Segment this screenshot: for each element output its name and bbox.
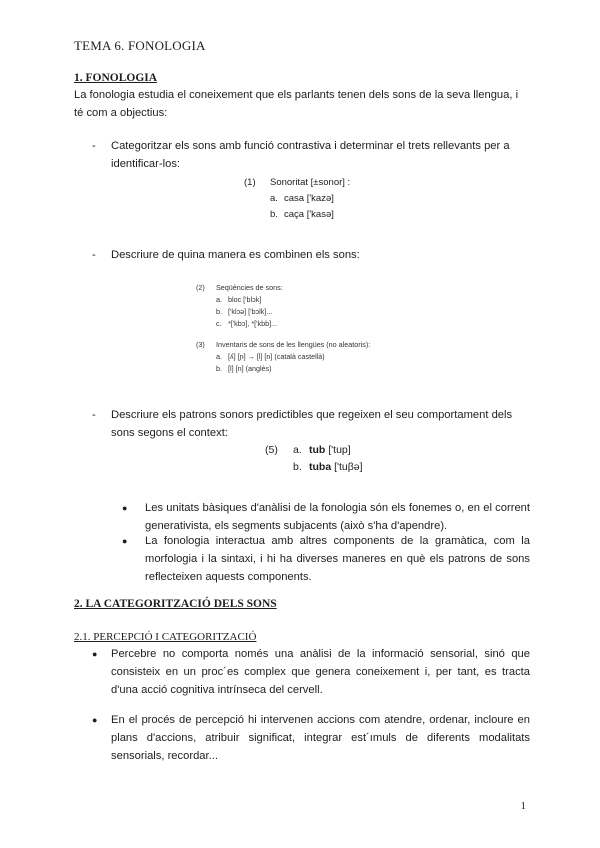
objective-1 (92, 137, 530, 173)
example-2-3 (196, 282, 370, 375)
bullet-icon: ● (92, 715, 98, 725)
example-item: *['kbɔ], *['kbb]... (228, 319, 278, 328)
example-transcription: ['tup] (325, 444, 351, 456)
bullet-text: La fonologia interactua amb altres components de la gramàtica, com la morfologia i la sintaxi, i hi ha diverses maneres en què els patrons de sons reflecteixen aquests components. (145, 535, 530, 583)
page-number: 1 (520, 800, 526, 812)
example-letter: a. (270, 193, 278, 204)
example-1 (244, 175, 350, 223)
example-letter: a. (216, 352, 222, 361)
dash-marker: - (92, 409, 96, 421)
example-number: (1) (244, 177, 256, 188)
bullet-text: Percebre no comporta només una anàlisi de la informació sensorial, sinó que consisteix en un proc´es complex que genera coneixement i, per tant, es tracta d'una acció cognitiva intrínseca del cervell. (111, 648, 530, 696)
bullet-fonemes (122, 499, 530, 535)
objective-1-text: Categoritzar els sons amb funció contrastiva i determinar el trets rellevants per a identificar-los: (111, 140, 510, 170)
example-word: tuba (309, 461, 332, 473)
page-title: TEMA 6. FONOLOGIA (74, 38, 206, 53)
example-heading: Sonoritat [±sonor] : (270, 177, 351, 188)
example-transcription: ['tuβə] (331, 461, 363, 473)
example-heading: Inventaris de sons de les llengües (no aleatoris): (216, 340, 371, 349)
objective-2-text: Descriure de quina manera es combinen els sons: (111, 249, 360, 261)
example-item: [ʎ] [ɲ] → [l] [n] (català castellà) (228, 352, 325, 361)
section-heading-categoritzacio: 2. LA CATEGORITZACIÓ DELS SONS (74, 598, 277, 610)
example-letter: a. (293, 444, 302, 456)
bullet-icon: ● (122, 503, 128, 513)
example-letter: c. (216, 319, 222, 328)
objective-3 (92, 406, 530, 442)
example-letter: b. (293, 461, 302, 473)
bullet-text: Les unitats bàsiques d'anàlisi de la fonologia són els fonemes o, en el corrent generativista, els segments subjacents (això s'ha d'apendre). (145, 502, 530, 532)
example-number: (5) (265, 444, 278, 456)
example-letter: b. (216, 364, 222, 373)
intro-paragraph: La fonologia estudia el coneixement que els parlants tenen dels sons de la seva llengua, i té com a objectius: (74, 89, 519, 119)
example-number: (2) (196, 283, 205, 292)
objective-2 (92, 246, 530, 264)
example-item: [l] [n] (anglès) (228, 364, 272, 373)
example-word: tub (309, 444, 326, 456)
example-letter: b. (270, 209, 278, 220)
bullet-interactua (122, 532, 530, 586)
example-item: bloc ['blɔk] (228, 295, 262, 304)
objective-3-text: Descriure els patrons sonors predictibles que regeixen el seu comportament dels sons segons el context: (111, 409, 513, 439)
bullet-icon: ● (122, 536, 128, 546)
example-item: ['klɔə] ['bɔlk]... (228, 307, 273, 316)
bullet-percebre (92, 645, 530, 699)
example-item: casa ['kazə] (284, 193, 334, 204)
dash-marker: - (92, 249, 96, 261)
example-letter: b. (216, 307, 222, 316)
dash-marker: - (92, 140, 96, 152)
subsection-heading-percepcio: 2.1. PERCEPCIÓ I CATEGORITZACIÓ (74, 631, 257, 643)
bullet-text: En el procés de percepció hi intervenen accions com atendre, ordenar, incloure en plans d'accions, atribuir significat, integrar est´ımuls de diferents modalitats sensorials, recordar... (111, 714, 530, 762)
bullet-proces (92, 711, 530, 765)
section-heading-fonologia: 1. FONOLOGIA (74, 72, 158, 84)
example-number: (3) (196, 340, 205, 349)
example-letter: a. (216, 295, 222, 304)
bullet-icon: ● (92, 649, 98, 659)
example-item: caça ['kasə] (284, 209, 334, 220)
example-heading: Seqüències de sons: (216, 283, 283, 292)
example-5 (265, 442, 363, 476)
